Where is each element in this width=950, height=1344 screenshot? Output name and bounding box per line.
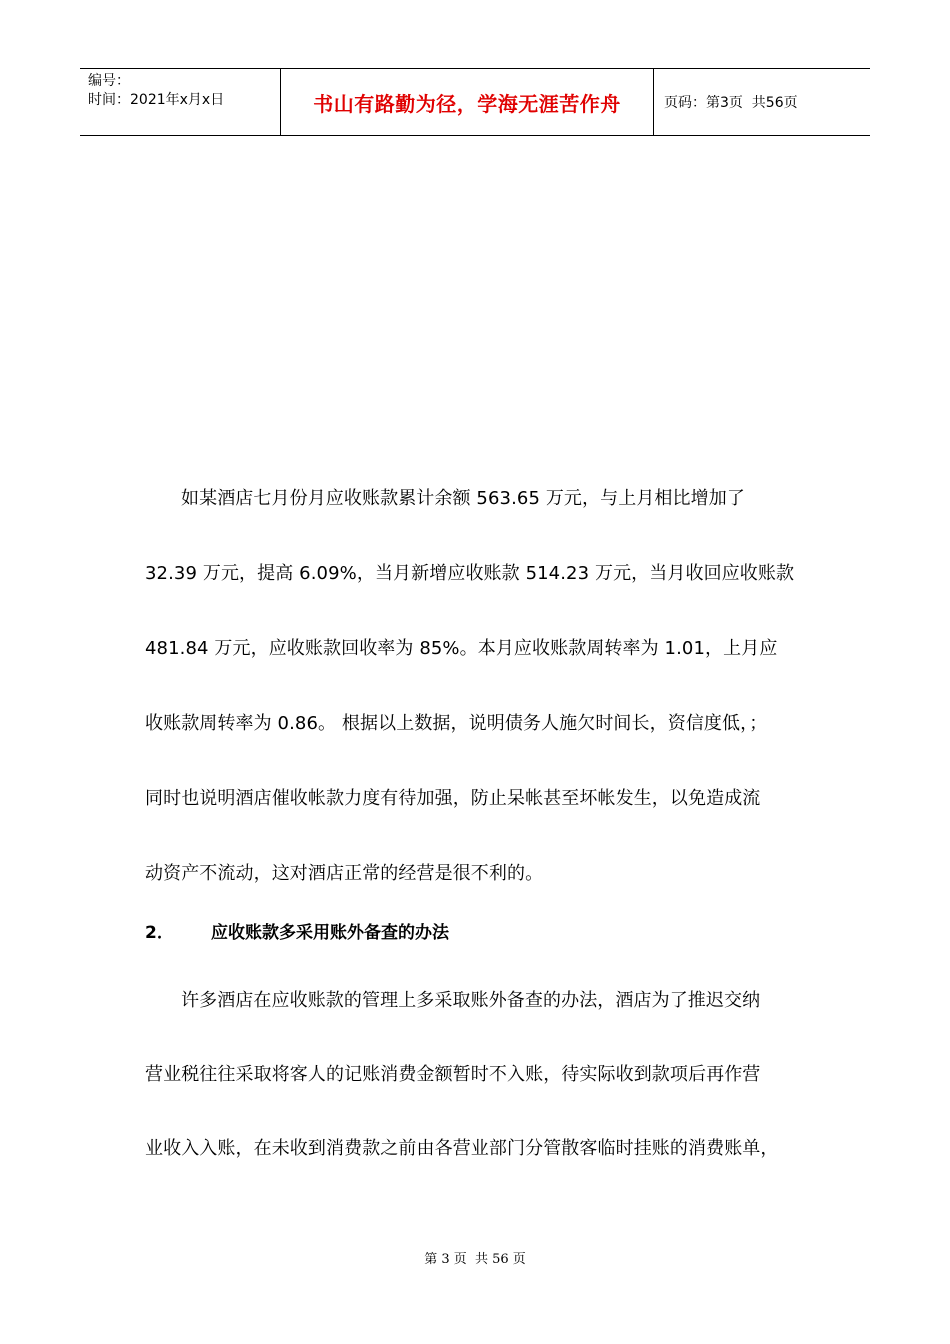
- header-page-info: 页码：第3页 共56页: [664, 95, 798, 111]
- section-number: 2．: [145, 923, 174, 943]
- paragraph-line: 业收入入账，在未收到消费款之前由各营业部门分管散客临时挂账的消费账单，: [145, 1138, 779, 1159]
- section-title: 应收账款多采用账外备查的办法: [211, 923, 449, 943]
- paragraph-line: 动资产不流动，这对酒店正常的经营是很不利的。: [145, 863, 544, 884]
- page-header: [80, 68, 870, 136]
- header-motto: 书山有路勤为径，学海无涯苦作舟: [281, 69, 654, 135]
- paragraph-line: 如某酒店七月份月应收账款累计余额 563.65 万元，与上月相比增加了: [181, 488, 745, 509]
- paragraph-line: 481.84 万元，应收账款回收率为 85%。本月应收账款周转率为 1.01，上月应: [145, 638, 778, 659]
- time-label: 时间：2021年x月x日: [88, 92, 225, 108]
- section-heading: [145, 918, 449, 943]
- code-label: 编号：: [88, 73, 130, 89]
- paragraph-line: 32.39 万元，提高 6.09%，当月新增应收账款 514.23 万元，当月收回应收账款: [145, 563, 795, 584]
- paragraph-line: 许多酒店在应收账款的管理上多采取账外备查的办法，酒店为了推迟交纳: [181, 990, 761, 1011]
- paragraph-line: 同时也说明酒店催收帐款力度有待加强，防止呆帐甚至坏帐发生，以免造成流: [145, 788, 761, 809]
- page-footer: 第 3 页 共 56 页: [424, 1252, 526, 1267]
- header-meta-cell: [80, 69, 281, 135]
- paragraph-line: 营业税往往采取将客人的记账消费金额暂时不入账，待实际收到款项后再作营: [145, 1064, 761, 1085]
- paragraph-line: 收账款周转率为 0.86。 根据以上数据，说明债务人施欠时间长，资信度低，；: [145, 713, 768, 734]
